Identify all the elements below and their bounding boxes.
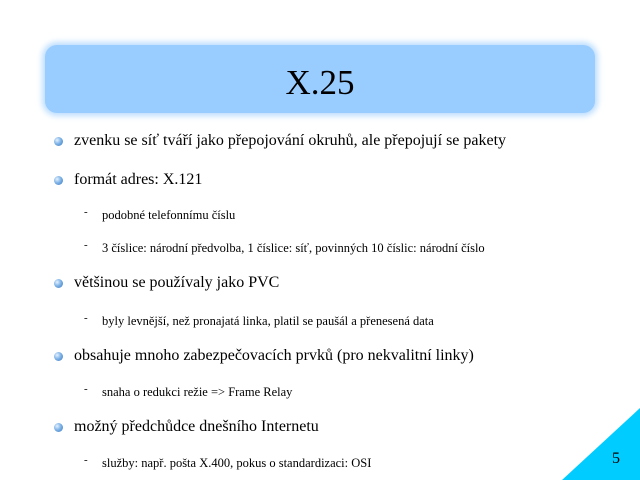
page-number: 5 — [612, 450, 620, 467]
dash-icon: - — [84, 239, 88, 251]
bullet-text: zvenku se síť tváří jako přepojování okruhů, ale přepojují se pakety — [74, 132, 507, 149]
sub-bullet-text: byly levnější, než pronajatá linka, platil se paušál a přenesená data — [102, 314, 434, 328]
dash-icon: - — [84, 454, 88, 466]
bullet-text: možný předchůdce dnešního Internetu — [74, 418, 319, 435]
slide-title: X.25 — [285, 63, 355, 102]
bullet-dot-icon — [54, 352, 63, 361]
bullet-text: formát adres: X.121 — [74, 171, 203, 188]
sub-bullet-text: snaha o redukci režie => Frame Relay — [102, 385, 293, 399]
dash-icon: - — [84, 383, 88, 395]
title-box — [45, 45, 595, 113]
sub-bullet-text: podobné telefonnímu číslu — [102, 208, 236, 222]
bullet-dot-icon — [54, 176, 63, 185]
bullet-text: obsahuje mnoho zabezpečovacích prvků (pro nekvalitní linky) — [74, 347, 474, 364]
bullet-dot-icon — [54, 137, 63, 146]
sub-bullet-text: služby: např. pošta X.400, pokus o standardizaci: OSI — [102, 456, 372, 470]
dash-icon: - — [84, 206, 88, 218]
corner-triangle — [562, 408, 640, 480]
sub-bullet-text: 3 číslice: národní předvolba, 1 číslice: síť, povinných 10 číslic: národní číslo — [102, 241, 485, 255]
dash-icon: - — [84, 312, 88, 324]
bullet-text: většinou se používaly jako PVC — [74, 274, 280, 291]
bullet-dot-icon — [54, 279, 63, 288]
bullet-dot-icon — [54, 423, 63, 432]
